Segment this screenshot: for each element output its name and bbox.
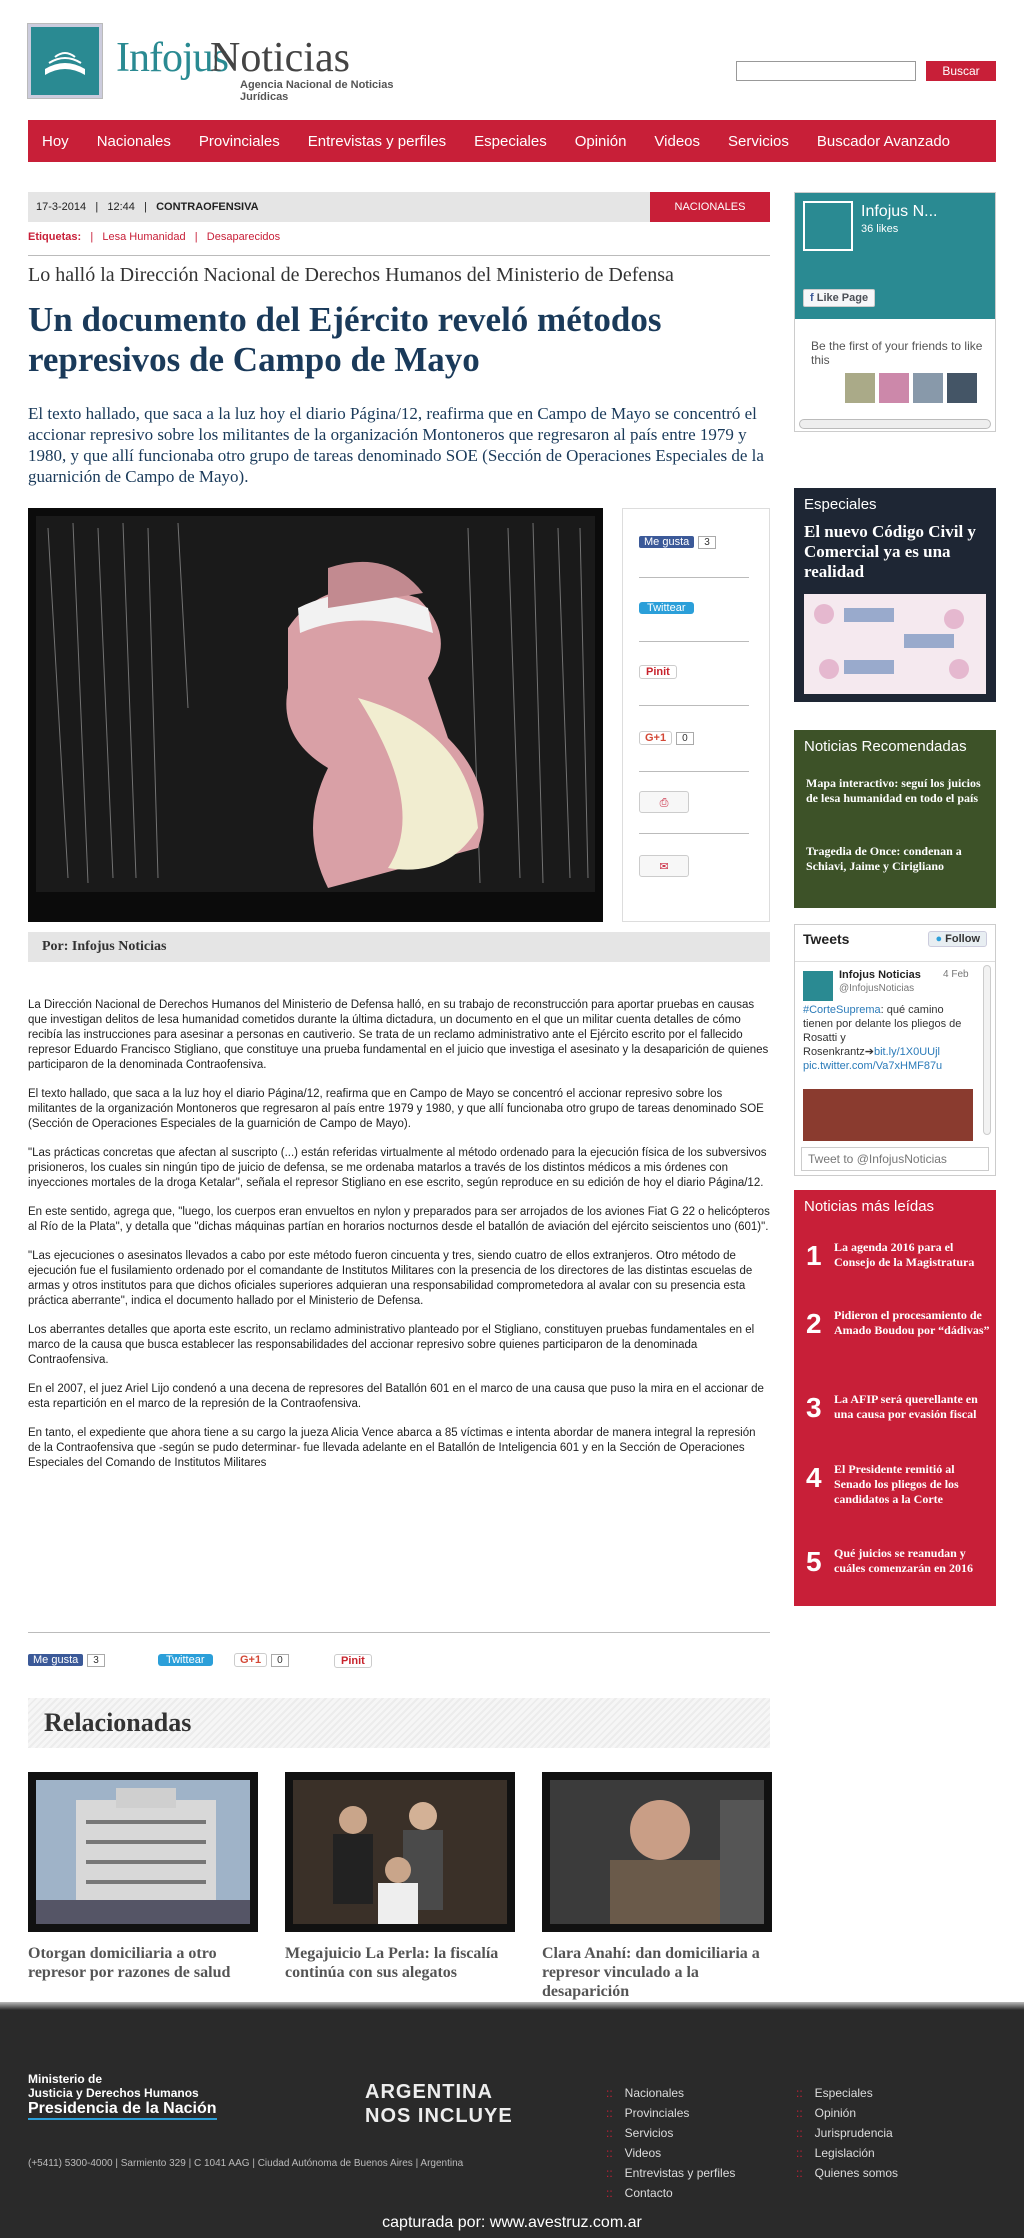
- footer-link-label[interactable]: Servicios: [624, 2126, 674, 2140]
- related-item[interactable]: [285, 1772, 515, 1982]
- footer-link[interactable]: [796, 2126, 893, 2140]
- nav-item-nacionales[interactable]: Nacionales: [96, 132, 171, 150]
- avatar[interactable]: [879, 373, 909, 403]
- article-paragraph: "Las prácticas concretas que afectan al suscripto (...) están referidas virtualmente al método ordenado para la ejecución física de los subversivos prisioneros, los cuales sin ningún tipo de juicio de defensa, se me ordenaba matarlos a través de los distintos médicos a mis órdenes con inyecciones mortales de la droga Ketalar", señala el represor Stigliano en ese escrito, según reproduce en su edición de hoy el diario Página/12.: [28, 1147, 767, 1189]
- recommended-link[interactable]: Tragedia de Once: condenan a Schiavi, Jaime y Cirigliano: [806, 844, 962, 873]
- article-paragraph: En tanto, el expediente que ahora tiene a su cargo la jueza Alicia Vence abarca a 85 víctimas e intenta abordar de manera integral la represión de la Contraofensiva que -según se pudo determinar- fue llevada adelante en el Batallón de Inteligencia 601 y en la Sección de Operaciones Especiales del Comando de Institutos Militares: [28, 1427, 756, 1469]
- footer-link[interactable]: [606, 2086, 684, 2100]
- facebook-likes: 36 likes: [861, 223, 899, 235]
- search-input[interactable]: [736, 61, 916, 81]
- footer-link[interactable]: [606, 2146, 661, 2160]
- tweet-handle[interactable]: @InfojusNoticias: [839, 983, 915, 994]
- divider: [28, 1632, 770, 1633]
- nav-item-videos[interactable]: Videos: [654, 132, 701, 150]
- footer-link-label[interactable]: Jurisprudencia: [814, 2126, 893, 2140]
- bullet-icon: ::: [796, 2126, 803, 2140]
- tags: Etiquetas: | Lesa Humanidad | Desaparecidos: [28, 231, 281, 243]
- facebook-like-page-button[interactable]: [803, 289, 875, 307]
- google-plus-button[interactable]: G+1: [639, 731, 672, 745]
- twitter-share-button[interactable]: Twittear: [158, 1654, 213, 1666]
- related-title[interactable]: Otorgan domiciliaria a otro represor por razones de salud: [28, 1945, 231, 1981]
- nav-item-servicios[interactable]: Servicios: [728, 132, 789, 150]
- argentina-line: NOS INCLUYE: [365, 2105, 513, 2127]
- presidencia-line: Presidencia de la Nación: [28, 2102, 217, 2120]
- tweet-hashtag[interactable]: #CorteSuprema: [803, 1004, 881, 1016]
- facebook-like-count: 3: [698, 536, 716, 549]
- argentina-logo: [365, 2080, 513, 2128]
- footer-link[interactable]: [606, 2106, 689, 2120]
- article-paragraph: La Dirección Nacional de Derechos Humanos del Ministerio de Defensa halló, en su trabajo de reconstrucción para aportar pruebas en causas que investigan delitos de lesa humanidad cometidos durante la última dictadura, un documento en el que un militar cuenta detalles de cómo recibía las instrucciones para asesinar a personas en cautiverio. Se trata de un reclamo administrativo ante el Ejército escrito por el fallecido represor Eduardo Francisco Stigliano, que constituye una prueba fundamental en el juicio que investiga el asesinato y la desaparición de quienes participaron de la denominada Contraofensiva.: [28, 999, 769, 1071]
- search-button[interactable]: Buscar: [926, 61, 996, 81]
- article-paragraph: En este sentido, agrega que, "luego, los cuerpos eran envueltos en nylon y preparados para ser arrojados de los aviones Fiat G 22 o helicópteros al Río de la Plata", y detalla que "dichas máquinas partían en horarios nocturnos desde el batallón de aviación del ejército seiscientos uno (601)".: [28, 1206, 770, 1233]
- email-button[interactable]: [639, 855, 689, 877]
- nav-item-entrevistas[interactable]: Entrevistas y perfiles: [307, 132, 447, 150]
- horizontal-scrollbar[interactable]: [799, 419, 991, 429]
- related-thumbnail[interactable]: [542, 1772, 772, 1932]
- footer-link-label[interactable]: Quienes somos: [814, 2166, 899, 2180]
- pinterest-share[interactable]: [639, 663, 677, 681]
- related-heading: Relacionadas: [28, 1698, 770, 1748]
- most-read-title[interactable]: Qué juicios se reanudan y cuáles comenzarán en 2016: [834, 1546, 973, 1575]
- print-button[interactable]: [639, 791, 689, 813]
- facebook-like-count: 3: [87, 1654, 105, 1667]
- ministry-line: Justicia y Derechos Humanos: [28, 2086, 199, 2100]
- section-badge[interactable]: NACIONALES: [650, 192, 770, 222]
- tweet-body: : qué camino tienen por delante los pliegos de Rosatti y Rosenkrantz➔: [803, 1004, 962, 1058]
- article-paragraph: Los aberrantes detalles que aporta este escrito, un reclamo administrativo planteado por el Stigliano, constituyen pruebas fundamentales en el marco de la causa que busca establecer las responsabilidades del accionar represivo sobre quienes participaron de la denominada Contraofensiva.: [28, 1324, 755, 1366]
- recommended-heading: Noticias Recomendadas: [804, 738, 967, 755]
- friend-avatars: [845, 373, 977, 403]
- article-time: 12:44: [107, 201, 135, 213]
- facebook-like[interactable]: [28, 1654, 105, 1666]
- article-meta-bar: 17-3-2014 | 12:44 | CONTRAOFENSIVA NACIONALES: [28, 192, 770, 222]
- rank-number: 1: [806, 1240, 822, 1271]
- most-read-title[interactable]: Pidieron el procesamiento de Amado Boudou por “dádivas”: [834, 1308, 990, 1337]
- most-read-heading: Noticias más leídas: [804, 1198, 935, 1215]
- google-plus-share[interactable]: [234, 1654, 289, 1666]
- bullet-icon: ::: [606, 2146, 613, 2160]
- footer-link-label[interactable]: Contacto: [624, 2186, 673, 2200]
- twitter-share[interactable]: [639, 599, 694, 617]
- vertical-scrollbar[interactable]: [983, 965, 991, 1135]
- page-avatar[interactable]: [803, 201, 853, 251]
- facebook-like-button[interactable]: Me gusta: [28, 1654, 83, 1666]
- google-plus-count: 0: [271, 1654, 289, 1667]
- footer-link-label[interactable]: Especiales: [814, 2086, 873, 2100]
- bullet-icon: ::: [606, 2166, 613, 2180]
- footer-link[interactable]: [796, 2146, 875, 2160]
- bullet-icon: ::: [606, 2186, 613, 2200]
- bullet-icon: ::: [606, 2086, 613, 2100]
- footer-link-label[interactable]: Legislación: [814, 2146, 875, 2160]
- divider: [639, 771, 749, 772]
- nav-item-provinciales[interactable]: Provinciales: [198, 132, 280, 150]
- tweet-link[interactable]: pic.twitter.com/Va7xHMF87u: [803, 1060, 943, 1072]
- bullet-icon: ::: [796, 2166, 803, 2180]
- follow-button[interactable]: [928, 931, 987, 947]
- footer-shadow: [0, 2002, 1024, 2010]
- divider: [639, 833, 749, 834]
- most-read-title[interactable]: La agenda 2016 para el Consejo de la Magistratura: [834, 1240, 975, 1269]
- article-paragraph: El texto hallado, que saca a la luz hoy el diario Página/12, reafirma que en Campo de Mayo se concentró el accionar represivo sobre los militantes de la organización Montoneros que regresaron al país entre 1979 y 1980, y que allí funcionaba otro grupo de tareas denominado SOE (Sección de Operaciones Especiales de la guarnición de Campo de Mayo).: [28, 1088, 764, 1130]
- facebook-like[interactable]: [639, 533, 716, 551]
- bullet-icon: ::: [796, 2106, 803, 2120]
- bullet-icon: ::: [606, 2106, 613, 2120]
- tag-link[interactable]: Desaparecidos: [206, 231, 281, 243]
- like-page-label: Like Page: [816, 292, 869, 304]
- facebook-cover[interactable]: [795, 193, 995, 319]
- footer-link-label[interactable]: Opinión: [814, 2106, 857, 2120]
- article-paragraph: "Las ejecuciones o asesinatos llevados a cabo por este método fueron cincuenta y tres, siendo cuatro de ellos extranjeros. Otro método de ejecución fue el fusilamiento ordenado por el comandante de Institutos Militares con la presencia de los directores de las distintas escuelas de armas y otros institutos para que dichos oficiales superiores adquieran una responsabilidad comprometedora al avalar con su presencia esta práctica aberrante", indica el documento hallado por el Ministerio de Defensa.: [28, 1250, 753, 1307]
- site-footer: [0, 2002, 1024, 2238]
- main-nav: [28, 120, 996, 162]
- footer-link[interactable]: [796, 2106, 856, 2120]
- related-title[interactable]: Megajuicio La Perla: la fiscalía continúa con sus alegatos: [285, 1945, 499, 1981]
- rank-number: 2: [806, 1308, 822, 1339]
- bullet-icon: ::: [606, 2126, 613, 2140]
- most-read-box: [794, 1190, 996, 1606]
- related-title[interactable]: Clara Anahí: dan domiciliaria a represor vinculado a la desaparición: [542, 1945, 760, 2000]
- divider: [639, 577, 749, 578]
- article-paragraph: En el 2007, el juez Ariel Lijo condenó a una decena de represores del Batallón 601 en el marco de una causa que puso la mira en el accionar de esta repartición en el marco de la represión de la Contraofensiva.: [28, 1383, 764, 1410]
- rank-number: 5: [806, 1546, 822, 1577]
- related-thumbnail[interactable]: [285, 1772, 515, 1932]
- article-date: 17-3-2014: [36, 201, 87, 213]
- article-author: Por: Infojus Noticias: [28, 932, 770, 962]
- envelope-icon: ✉: [659, 861, 669, 873]
- article-title: Un documento del Ejército reveló métodos represivos de Campo de Mayo: [28, 300, 662, 379]
- pinterest-button[interactable]: Pinit: [334, 1654, 372, 1668]
- divider: [639, 641, 749, 642]
- avatar[interactable]: [913, 373, 943, 403]
- footer-link-label[interactable]: Nacionales: [624, 2086, 685, 2100]
- avatar[interactable]: [845, 373, 875, 403]
- related-item[interactable]: [542, 1772, 772, 2001]
- facebook-page-name[interactable]: Infojus N...: [861, 203, 938, 220]
- google-plus-count: 0: [676, 732, 694, 745]
- rank-number: 4: [806, 1462, 822, 1493]
- tags-label: Etiquetas:: [28, 231, 82, 243]
- twitter-timeline: [794, 924, 996, 1176]
- footer-link-label[interactable]: Videos: [624, 2146, 662, 2160]
- article-illustration: [28, 508, 603, 922]
- recommended-link[interactable]: Mapa interactivo: seguí los juicios de lesa humanidad en todo el país: [806, 776, 981, 805]
- footer-link[interactable]: [796, 2086, 873, 2100]
- facebook-page-widget: [794, 192, 996, 432]
- nav-item-opinion[interactable]: Opinión: [574, 132, 627, 150]
- divider: [639, 705, 749, 706]
- footer-link-label[interactable]: Provinciales: [624, 2106, 690, 2120]
- argentina-line: ARGENTINA: [365, 2081, 493, 2103]
- divider: [795, 961, 995, 962]
- tweet-compose-input[interactable]: Tweet to @InfojusNoticias: [801, 1147, 989, 1171]
- share-panel: [622, 508, 770, 922]
- especiales-image[interactable]: [804, 594, 986, 694]
- tweet-user[interactable]: Infojus Noticias: [839, 969, 921, 981]
- twitter-share-button[interactable]: Twittear: [639, 602, 694, 614]
- tweet-link[interactable]: bit.ly/1X0UUjl: [873, 1046, 940, 1058]
- tweet-text: [803, 1003, 973, 1073]
- ministry-logo[interactable]: [28, 2072, 217, 2120]
- tweet-date[interactable]: 4 Feb: [943, 969, 969, 980]
- especiales-title[interactable]: El nuevo Código Civil y Comercial ya es una realidad: [804, 522, 976, 581]
- tweet-image[interactable]: [803, 1089, 973, 1141]
- avatar[interactable]: [947, 373, 977, 403]
- footer-link[interactable]: [606, 2126, 673, 2140]
- facebook-friends-text: Be the first of your friends to like this: [811, 339, 983, 367]
- tweets-heading: Tweets: [803, 931, 850, 947]
- facebook-icon: f: [810, 292, 814, 304]
- logo-infojus: Infojus: [116, 35, 228, 81]
- recommended-box: [794, 730, 996, 908]
- twitter-bird-icon: ●: [935, 933, 943, 945]
- footer-link-label[interactable]: Entrevistas y perfiles: [624, 2166, 736, 2180]
- footer-link[interactable]: [796, 2166, 898, 2180]
- especiales-heading: Especiales: [804, 496, 877, 513]
- related-thumbnail[interactable]: [28, 1772, 258, 1932]
- capture-credit: capturada por: www.avestruz.com.ar: [382, 2214, 642, 2231]
- most-read-title[interactable]: El Presidente remitió al Senado los pliegos de los candidatos a la Corte: [834, 1462, 959, 1506]
- footer-link[interactable]: [606, 2186, 673, 2200]
- divider: [28, 255, 770, 256]
- footer-address: (+5411) 5300-4000 | Sarmiento 329 | C 1041 AAG | Ciudad Autónoma de Buenos Aires | Argentina: [28, 2158, 464, 2169]
- logo-subtitle: Agencia Nacional de Noticias Jurídicas: [240, 79, 394, 103]
- footer-link[interactable]: [606, 2166, 735, 2180]
- tag-link[interactable]: Lesa Humanidad: [102, 231, 186, 243]
- article-body: [28, 998, 770, 1485]
- rank-number: 3: [806, 1392, 822, 1423]
- bullet-icon: ::: [796, 2086, 803, 2100]
- most-read-title[interactable]: La AFIP será querellante en una causa por evasión fiscal: [834, 1392, 978, 1421]
- bottom-share-bar: [28, 1654, 770, 1674]
- article-lead: El texto hallado, que saca a la luz hoy el diario Página/12, reafirma que en Campo de Mayo se concentró el accionar represivo sobre los militantes de la organización Montoneros que regresaron al país entre 1979 y 1980, y que allí funcionaba otro grupo de tareas denominado SOE (Sección de Operaciones Especiales de la guarnición de Campo de Mayo).: [28, 404, 764, 486]
- nav-item-buscador[interactable]: Buscador Avanzado: [816, 132, 951, 150]
- facebook-like-button[interactable]: Me gusta: [639, 536, 694, 548]
- related-item[interactable]: [28, 1772, 258, 1982]
- logo-noticias: Noticias: [210, 35, 350, 81]
- printer-icon: ⎙: [659, 797, 669, 809]
- article-overline: Lo halló la Dirección Nacional de Derechos Humanos del Ministerio de Defensa: [28, 264, 674, 286]
- site-logo[interactable]: [28, 24, 398, 103]
- nav-item-especiales[interactable]: Especiales: [474, 132, 547, 150]
- pinterest-button[interactable]: Pinit: [639, 665, 677, 679]
- article-kicker: CONTRAOFENSIVA: [156, 201, 259, 213]
- nav-item-hoy[interactable]: Hoy: [42, 132, 69, 150]
- avatar[interactable]: [803, 971, 833, 1001]
- book-logo-icon: [28, 24, 102, 98]
- google-plus-button[interactable]: G+1: [234, 1653, 267, 1667]
- google-plus-share[interactable]: [639, 729, 694, 747]
- bullet-icon: ::: [796, 2146, 803, 2160]
- ministry-line: Ministerio de: [28, 2072, 103, 2086]
- follow-label: Follow: [945, 933, 980, 945]
- especiales-box: [794, 488, 996, 702]
